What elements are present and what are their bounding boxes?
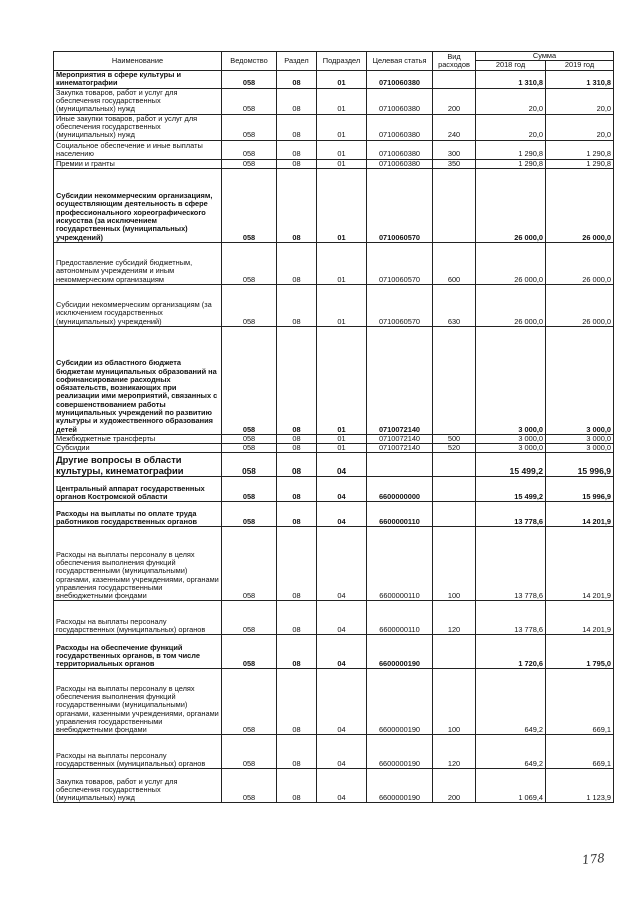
cell-name: Расходы на обеспечение функций государственных органов, в том числе территориальных органов [54,635,222,669]
cell-vedomstvo: 058 [222,88,277,114]
cell-sum-2019: 20,0 [546,114,614,140]
cell-sum-2019: 669,1 [546,669,614,735]
cell-target: 0710060380 [367,70,433,88]
cell-razdel: 08 [277,70,317,88]
cell-target: 0710060570 [367,168,433,242]
cell-podrazdel: 04 [317,635,367,669]
cell-sum-2018: 1 069,4 [476,769,546,803]
table-row [54,477,614,502]
cell-razdel: 08 [277,434,317,443]
header-year-2019: 2019 год [546,61,614,70]
header-vid: Вид расходов [433,52,476,71]
cell-name: Мероприятия в сфере культуры и кинематографии [54,70,222,88]
cell-vid: 240 [433,114,476,140]
cell-sum-2019: 1 290,8 [546,140,614,159]
cell-name: Расходы на выплаты персоналу государственных (муниципальных) органов [54,601,222,635]
cell-razdel: 08 [277,159,317,168]
cell-sum-2018: 1 720,6 [476,635,546,669]
cell-sum-2018: 26 000,0 [476,168,546,242]
cell-vid: 300 [433,140,476,159]
cell-name: Социальное обеспечение и иные выплаты населению [54,140,222,159]
cell-razdel: 08 [277,114,317,140]
table-row [54,453,614,477]
cell-sum-2019: 26 000,0 [546,284,614,326]
cell-sum-2019: 1 290,8 [546,159,614,168]
cell-vedomstvo: 058 [222,284,277,326]
cell-podrazdel: 01 [317,140,367,159]
cell-sum-2018: 3 000,0 [476,326,546,434]
cell-podrazdel: 04 [317,669,367,735]
cell-sum-2018: 15 499,2 [476,453,546,477]
cell-target [367,453,433,477]
cell-sum-2018: 13 778,6 [476,527,546,601]
cell-sum-2019: 1 123,9 [546,769,614,803]
table-row [54,242,614,284]
table-row [54,444,614,453]
cell-sum-2019: 3 000,0 [546,326,614,434]
cell-name: Закупка товаров, работ и услуг для обеспечения государственных (муниципальных) нужд [54,769,222,803]
header-name: Наименование [54,52,222,71]
cell-vid: 600 [433,242,476,284]
cell-podrazdel: 01 [317,70,367,88]
cell-podrazdel: 01 [317,168,367,242]
cell-name: Расходы на выплаты персоналу государственных (муниципальных) органов [54,735,222,769]
cell-podrazdel: 01 [317,159,367,168]
cell-razdel: 08 [277,140,317,159]
header-razdel: Раздел [277,52,317,71]
cell-sum-2018: 649,2 [476,669,546,735]
table-row [54,769,614,803]
table-row [54,635,614,669]
cell-podrazdel: 01 [317,444,367,453]
header-year-2018: 2018 год [476,61,546,70]
cell-podrazdel: 04 [317,769,367,803]
header-summa: Сумма [476,52,614,61]
cell-podrazdel: 01 [317,284,367,326]
cell-vedomstvo: 058 [222,326,277,434]
cell-name: Расходы на выплаты персоналу в целях обеспечения выполнения функций государственными (муниципальными) органами, казенными учреждениями, органами управления государственными внебюджетными фондами [54,669,222,735]
cell-vid [433,70,476,88]
table-row [54,88,614,114]
cell-sum-2019: 20,0 [546,88,614,114]
cell-target: 0710060570 [367,242,433,284]
cell-target: 6600000190 [367,669,433,735]
cell-target: 0710072140 [367,434,433,443]
table-row [54,159,614,168]
cell-name: Субсидии из областного бюджета бюджетам муниципальных образований на софинансирование расходных обязательств, возникающих при реализации ими мероприятий, связанных с совершенствованием работы муниципальных учреждений по развитию культуры и художественного образования детей [54,326,222,434]
cell-vedomstvo: 058 [222,635,277,669]
cell-sum-2019: 14 201,9 [546,527,614,601]
cell-vedomstvo: 058 [222,735,277,769]
cell-vedomstvo: 058 [222,70,277,88]
cell-sum-2018: 1 290,8 [476,159,546,168]
cell-name: Премии и гранты [54,159,222,168]
cell-podrazdel: 04 [317,527,367,601]
cell-sum-2018: 26 000,0 [476,284,546,326]
table-row [54,140,614,159]
cell-vid [433,477,476,502]
cell-razdel: 08 [277,769,317,803]
cell-name: Субсидии [54,444,222,453]
cell-name: Иные закупки товаров, работ и услуг для обеспечения государственных (муниципальных) нужд [54,114,222,140]
cell-name: Межбюджетные трансферты [54,434,222,443]
cell-vedomstvo: 058 [222,242,277,284]
table-row [54,502,614,527]
cell-podrazdel: 04 [317,502,367,527]
cell-name: Закупка товаров, работ и услуг для обеспечения государственных (муниципальных) нужд [54,88,222,114]
table-header [54,52,614,71]
cell-sum-2019: 3 000,0 [546,444,614,453]
cell-razdel: 08 [277,477,317,502]
cell-vid [433,326,476,434]
cell-podrazdel: 04 [317,453,367,477]
cell-vid [433,635,476,669]
cell-sum-2019: 1 310,8 [546,70,614,88]
cell-razdel: 08 [277,284,317,326]
cell-razdel: 08 [277,635,317,669]
cell-name: Другие вопросы в области культуры, кинематографии [54,453,222,477]
cell-sum-2019: 1 795,0 [546,635,614,669]
cell-podrazdel: 01 [317,326,367,434]
table-row [54,284,614,326]
cell-vid: 500 [433,434,476,443]
cell-vedomstvo: 058 [222,502,277,527]
cell-sum-2019: 15 996,9 [546,453,614,477]
cell-sum-2018: 20,0 [476,114,546,140]
cell-vedomstvo: 058 [222,159,277,168]
cell-sum-2018: 13 778,6 [476,502,546,527]
cell-razdel: 08 [277,444,317,453]
table-row [54,114,614,140]
cell-sum-2019: 15 996,9 [546,477,614,502]
cell-razdel: 08 [277,527,317,601]
table-row [54,70,614,88]
cell-name: Расходы на выплаты персоналу в целях обеспечения выполнения функций государственными (муниципальными) органами, казенными учреждениями, органами управления государственными внебюджетными фондами [54,527,222,601]
cell-target: 0710060380 [367,88,433,114]
cell-sum-2018: 20,0 [476,88,546,114]
cell-vedomstvo: 058 [222,601,277,635]
cell-target: 0710060570 [367,284,433,326]
cell-name: Субсидии некоммерческим организациям (за исключением государственных (муниципальных) учреждений) [54,284,222,326]
cell-podrazdel: 01 [317,88,367,114]
cell-sum-2019: 26 000,0 [546,242,614,284]
table-row [54,601,614,635]
cell-sum-2018: 15 499,2 [476,477,546,502]
cell-target: 6600000190 [367,769,433,803]
cell-vedomstvo: 058 [222,114,277,140]
page-number: 178 [581,850,606,868]
cell-sum-2018: 649,2 [476,735,546,769]
cell-vid: 100 [433,527,476,601]
cell-podrazdel: 01 [317,114,367,140]
table-body [54,70,614,803]
cell-name: Субсидии некоммерческим организациям, осуществляющим деятельность в сфере профессионального хореографического искусства (за исключением государственных (муниципальных) учреждений) [54,168,222,242]
cell-vedomstvo: 058 [222,434,277,443]
cell-vid: 120 [433,735,476,769]
cell-razdel: 08 [277,326,317,434]
cell-podrazdel: 04 [317,735,367,769]
cell-target: 0710072140 [367,326,433,434]
cell-sum-2018: 3 000,0 [476,434,546,443]
budget-table [53,51,614,803]
cell-sum-2018: 26 000,0 [476,242,546,284]
cell-razdel: 08 [277,88,317,114]
cell-razdel: 08 [277,601,317,635]
cell-vid [433,502,476,527]
cell-vid [433,453,476,477]
cell-vedomstvo: 058 [222,168,277,242]
cell-target: 6600000110 [367,527,433,601]
cell-target: 0710072140 [367,444,433,453]
cell-razdel: 08 [277,242,317,284]
cell-sum-2018: 1 290,8 [476,140,546,159]
cell-target: 6600000110 [367,502,433,527]
cell-vid [433,168,476,242]
cell-podrazdel: 01 [317,242,367,284]
header-podrazdel: Подраздел [317,52,367,71]
cell-vid: 350 [433,159,476,168]
cell-vedomstvo: 058 [222,527,277,601]
cell-vid: 100 [433,669,476,735]
cell-razdel: 08 [277,168,317,242]
cell-podrazdel: 04 [317,477,367,502]
cell-podrazdel: 04 [317,601,367,635]
cell-vid: 200 [433,88,476,114]
cell-vid: 200 [433,769,476,803]
cell-sum-2019: 669,1 [546,735,614,769]
cell-sum-2019: 14 201,9 [546,502,614,527]
cell-sum-2018: 1 310,8 [476,70,546,88]
cell-sum-2018: 3 000,0 [476,444,546,453]
cell-name: Расходы на выплаты по оплате труда работников государственных органов [54,502,222,527]
cell-razdel: 08 [277,502,317,527]
header-target: Целевая статья [367,52,433,71]
cell-sum-2019: 14 201,9 [546,601,614,635]
cell-name: Предоставление субсидий бюджетным, автономным учреждениям и иным некоммерческим организациям [54,242,222,284]
cell-vedomstvo: 058 [222,444,277,453]
cell-sum-2019: 3 000,0 [546,434,614,443]
cell-vid: 120 [433,601,476,635]
cell-sum-2019: 26 000,0 [546,168,614,242]
cell-vedomstvo: 058 [222,453,277,477]
cell-target: 6600000110 [367,601,433,635]
table-row [54,735,614,769]
table-row [54,326,614,434]
cell-sum-2018: 13 778,6 [476,601,546,635]
table-row [54,527,614,601]
cell-target: 0710060380 [367,140,433,159]
cell-name: Центральный аппарат государственных органов Костромской области [54,477,222,502]
cell-target: 0710060380 [367,159,433,168]
cell-razdel: 08 [277,669,317,735]
cell-target: 0710060380 [367,114,433,140]
cell-vid: 630 [433,284,476,326]
cell-razdel: 08 [277,453,317,477]
cell-vedomstvo: 058 [222,477,277,502]
cell-vedomstvo: 058 [222,140,277,159]
cell-podrazdel: 01 [317,434,367,443]
table-row [54,434,614,443]
cell-vedomstvo: 058 [222,769,277,803]
table-row [54,669,614,735]
table-row [54,168,614,242]
cell-target: 6600000190 [367,635,433,669]
header-vedomstvo: Ведомство [222,52,277,71]
cell-razdel: 08 [277,735,317,769]
cell-vid: 520 [433,444,476,453]
cell-target: 6600000000 [367,477,433,502]
cell-target: 6600000190 [367,735,433,769]
cell-vedomstvo: 058 [222,669,277,735]
